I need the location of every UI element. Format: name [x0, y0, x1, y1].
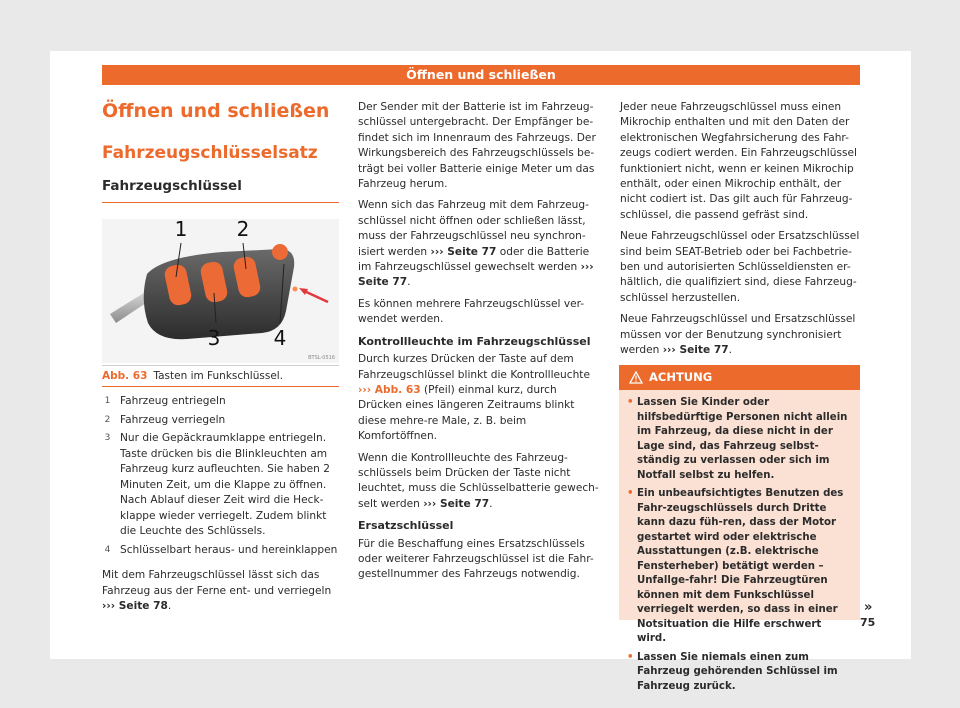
- callout-1: 1: [174, 219, 188, 241]
- heading-spare-key: Ersatzschlüssel: [358, 519, 454, 533]
- paragraph: Es können mehrere Fahrzeugschlüssel ver-wendet werden.: [358, 297, 585, 326]
- page-link[interactable]: ››› Seite 77: [423, 497, 490, 510]
- legend-text: Schlüsselbart heraus- und hereinklappen: [120, 543, 338, 556]
- legend-text: Fahrzeug entriegeln: [120, 395, 226, 407]
- legend-number: 3: [104, 433, 111, 443]
- callout-3: 3: [207, 326, 221, 350]
- warning-item: • Lassen Sie Kinder oder hilfsbedürftige Personen nicht allein im Fahrzeug, da diese nicht in der Lage sind, das Fahrzeug selbst-ständig zu verlassen oder sich im Notfall selbst zu helfen.: [627, 396, 853, 483]
- paragraph: Jeder neue Fahrzeugschlüssel muss einen Mikrochip enthalten und mit den Daten der elektronischen Wegfahrsicherung des Fahr-zeugs codiert werden. Ein Fahrzeugschlüssel funktioniert nicht, wenn er keinen Mikrochip enthält, oder einen Mikrochip enthält, der nicht codiert ist. Das gilt auch für Fahrzeug-schlüssel, die passend gefräst sind.: [620, 101, 857, 221]
- page-link[interactable]: ››› Seite 78: [102, 600, 168, 612]
- figure-code: BTSL-0516: [308, 355, 335, 361]
- legend-item: [102, 543, 342, 559]
- right-column: [620, 100, 860, 365]
- warning-item: • Lassen Sie niemals einen zum Fahrzeug gehörenden Schlüssel im Fahrzeug zurück.: [627, 651, 853, 695]
- led-arrow-head: [299, 288, 308, 295]
- legend-item: [102, 394, 342, 410]
- warning-item: • Ein unbeaufsichtigtes Benutzen des Fahr-zeugschlüssels durch Dritte kann dazu füh-ren, dass der Motor gestartet wird oder elektrische Ausstattungen (z.B. elektrische Fensterheber) betätigt werden – Unfallge-fahr! Die Fahrzeugtüren können mit dem Funkschlüssel verriegelt werden, so dass in einer Notsituation die Hilfe erschwert wird.: [627, 487, 853, 647]
- page-link[interactable]: ››› Seite 77: [430, 245, 497, 258]
- subsection-title: Fahrzeugschlüssel: [102, 178, 339, 203]
- legend-text: Fahrzeug verriegeln: [120, 413, 226, 426]
- paragraph: Neue Fahrzeugschlüssel und Ersatzschlüssel müssen vor der Benutzung synchronisiert werden ››› Seite 77.: [620, 313, 856, 357]
- key-fob-illustration: [102, 219, 339, 363]
- middle-column: [358, 100, 603, 589]
- callout-4: 4: [273, 326, 287, 350]
- paragraph: Wenn sich das Fahrzeug mit dem Fahrzeug-schlüssel nicht öffnen oder schließen lässt, muss der Fahrzeugschlüssel neu synchron-isiert werden ››› Seite 77 oder die Batterie im Fahrzeugschlüssel gewechselt werden ››› Seite 77.: [358, 199, 594, 289]
- warning-title: ACHTUNG: [649, 370, 713, 384]
- legend-text: Nur die Gepäckraumklappe entriegeln. Taste drücken bis die Blinkleuchten am Fahrzeug kurz aufleuchten. Sie haben 2 Minuten Zeit, um die Klappe zu öffnen. Nach Ablauf dieser Zeit wird die Heck-klappe wieder verriegelt. Zudem blinkt die Leuchte des Schlüssels.: [120, 432, 330, 537]
- figure-label: Abb. 63: [102, 370, 148, 382]
- warning-body: [619, 390, 860, 694]
- page-number: 75: [860, 616, 876, 629]
- paragraph: Wenn die Kontrollleuchte des Fahrzeug-schlüssels beim Drücken der Taste nicht leuchtet, muss die Schlüsselbatterie gewech-selt werden ››› Seite 77.: [358, 451, 599, 510]
- fold-release-button: [272, 244, 288, 260]
- legend-number: 2: [104, 414, 111, 425]
- section-title: Fahrzeugschlüsselsatz: [102, 143, 318, 163]
- paragraph: Durch kurzes Drücken der Taste auf dem Fahrzeugschlüssel blinkt die Kontrollleuchte ››› Abb. 63 (Pfeil) einmal kurz, durch Drücken eines längeren Zeitraums blinkt diese mehre-re Male, z. B. beim Komfortöffnen.: [358, 353, 590, 443]
- legend-item: [102, 413, 342, 429]
- figure-link[interactable]: ››› Abb. 63: [358, 383, 421, 396]
- key-fob-figure: [102, 219, 339, 363]
- paragraph: Für die Beschaffung eines Ersatzschlüssels oder weiterer Fahrzeugschlüssel ist die Fahr-gestellnummer des Fahrzeugs notwendig.: [358, 537, 594, 581]
- page-link[interactable]: ››› Seite 77: [358, 261, 594, 289]
- legend-number: 1: [104, 396, 111, 406]
- callout-2: 2: [236, 219, 250, 241]
- running-header: Öffnen und schließen: [102, 65, 860, 85]
- control-led: [293, 287, 298, 292]
- page-title: Öffnen und schließen: [102, 100, 330, 122]
- continue-mark: »: [864, 600, 873, 615]
- legend-number: 4: [104, 544, 111, 555]
- paragraph: Der Sender mit der Batterie ist im Fahrzeug-schlüssel untergebracht. Der Empfänger be-findet sich im Innenraum des Fahrzeugs. Der Wirkungsbereich des Fahrzeugschlüssels be-trägt bei voller Batterie einige Meter um das Fahrzeug herum.: [358, 101, 596, 191]
- paragraph: Neue Fahrzeugschlüssel oder Ersatzschlüssel sind beim SEAT-Betrieb oder bei Fachbetrie-ben und autorisierten Schlüsseldiensten er-hältlich, die qualifiziert sind, diese Fahrzeug-schlüssel herzustellen.: [620, 230, 860, 304]
- page-link[interactable]: ››› Seite 77: [662, 344, 729, 357]
- warning-triangle-icon: [629, 371, 643, 384]
- remote-paragraph: Mit dem Fahrzeugschlüssel lässt sich das Fahrzeug aus der Ferne ent- und verriegeln ››› Seite 78.: [102, 569, 332, 612]
- figure-caption: [102, 365, 339, 387]
- heading-control-light: Kontrollleuchte im Fahrzeugschlüssel: [358, 334, 591, 348]
- figure-caption-text: Tasten im Funkschlüssel.: [153, 370, 284, 382]
- warning-header: [619, 365, 860, 390]
- figure-legend: [102, 394, 342, 615]
- warning-box: [619, 365, 860, 692]
- legend-item: [102, 431, 342, 540]
